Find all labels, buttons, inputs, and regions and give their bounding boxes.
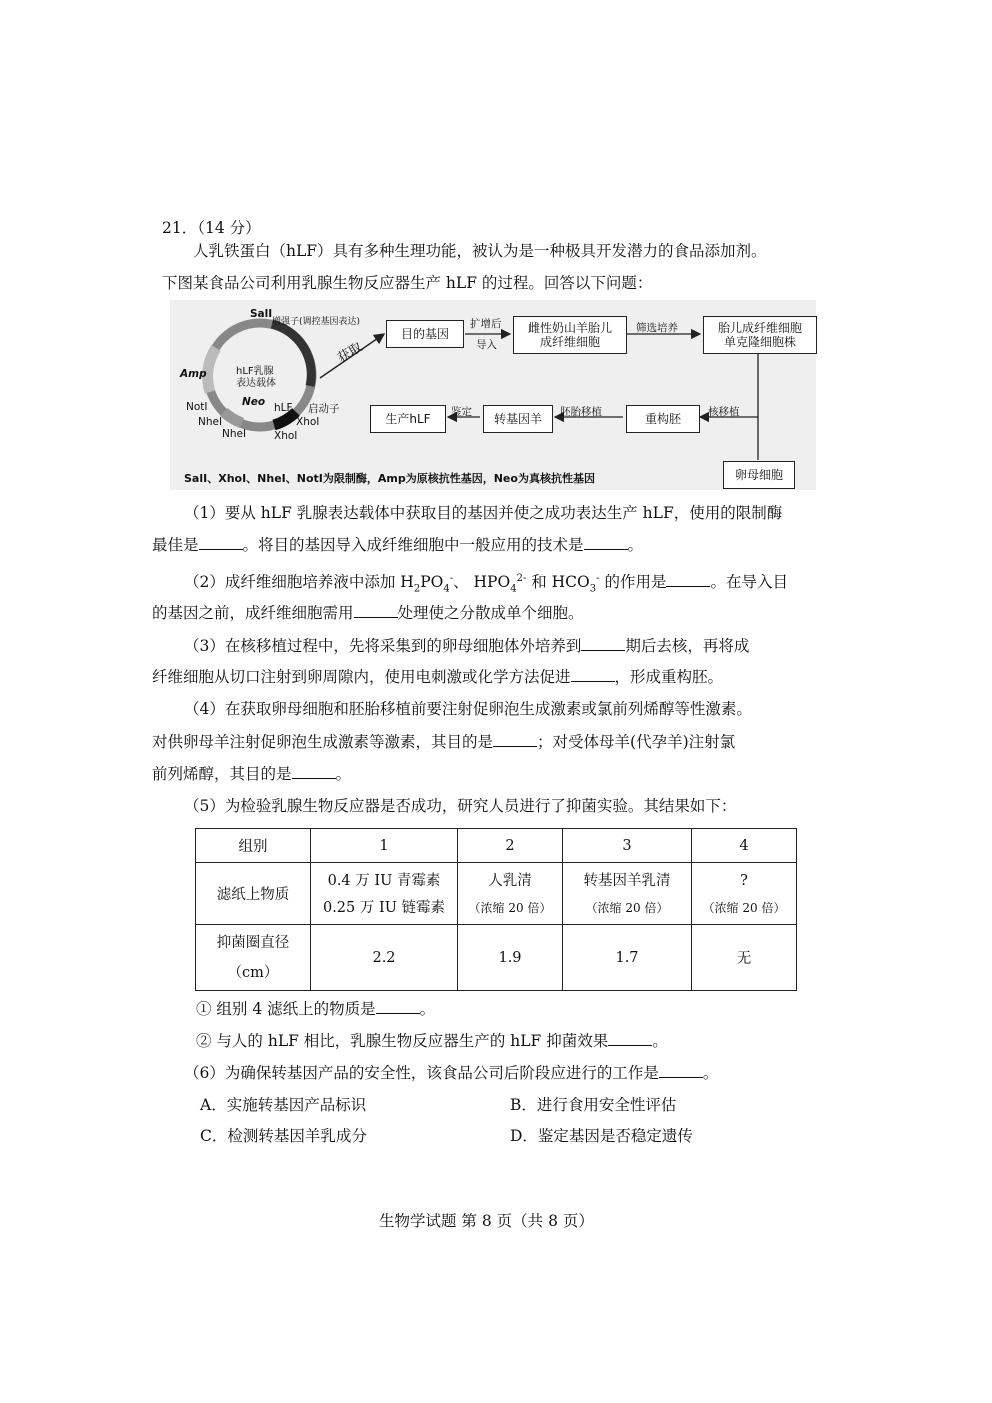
- enhancer-label: 增强子(调控基因表达): [272, 317, 361, 327]
- table-header-row: [196, 829, 797, 863]
- produce-hlf-box: 生产hLF: [370, 405, 446, 433]
- answer-blank[interactable]: [571, 667, 615, 682]
- embryo-transfer-label: 胚胎移植: [560, 406, 602, 418]
- table-cell: 人乳清 （浓缩 20 倍）: [458, 863, 563, 925]
- table-cell: 2.2: [311, 925, 458, 991]
- table-cell: 1.7: [563, 925, 692, 991]
- import-label: 导入: [476, 339, 497, 351]
- option-a[interactable]: A．实施转基因产品标识: [200, 1096, 367, 1114]
- table-header-cell: 2: [458, 829, 563, 863]
- q5-line-1: （5）为检验乳腺生物反应器是否成功，研究人员进行了抑菌实验。其结果如下：: [184, 797, 737, 815]
- q6-line-1: （6）为确保转基因产品的安全性，该食品公司后阶段应进行的工作是 。: [184, 1064, 719, 1082]
- neo-segment: [224, 412, 242, 423]
- neo-label: Neo: [242, 396, 266, 408]
- page-footer: 生物学试题 第 8 页（共 8 页）: [379, 1212, 594, 1230]
- xhol-label-1: XhoI: [274, 430, 298, 442]
- table-header-cell: 组别: [196, 829, 311, 863]
- amplify-label: 扩增后: [470, 318, 502, 330]
- q3-line-2: 纤维细胞从切口注射到卵周隙内，使用电刺激或化学方法促进 ，形成重构胚。: [152, 668, 724, 686]
- plasmid-center-1: hLF乳腺: [236, 366, 274, 377]
- table-header-cell: 3: [563, 829, 692, 863]
- answer-blank[interactable]: [493, 732, 537, 747]
- answer-blank[interactable]: [659, 1063, 703, 1078]
- plasmid-center-2: 表达载体: [236, 378, 276, 389]
- process-diagram: [170, 300, 816, 490]
- table-cell: 0.4 万 IU 青霉素 0.25 万 IU 链霉素: [311, 863, 458, 925]
- table-row: [196, 863, 797, 925]
- amp-segment: [208, 348, 216, 392]
- sall-label: SalI: [250, 308, 273, 320]
- q3-line-1: （3）在核移植过程中，先将采集到的卵母细胞体外培养到 期后去核，再将成: [184, 637, 750, 655]
- intro-line-1: 人乳铁蛋白（hLF）具有多种生理功能，被认为是一种极具开发潜力的食品添加剂。: [193, 242, 767, 260]
- fibroblast-box: 雌性奶山羊胎儿 成纤维细胞: [513, 316, 627, 354]
- intro-line-2: 下图某食品公司利用乳腺生物反应器生产 hLF 的过程。回答以下问题：: [162, 274, 653, 292]
- option-c[interactable]: C．检测转基因羊乳成分: [200, 1127, 367, 1145]
- table-header-cell: 4: [692, 829, 797, 863]
- q2-line-2: 的基因之前，成纤维细胞需用 处理使之分散成单个细胞。: [152, 604, 584, 622]
- answer-blank[interactable]: [199, 535, 243, 550]
- answer-blank[interactable]: [581, 636, 625, 651]
- nuclear-transfer-label: 核移植: [708, 406, 740, 418]
- q4-line-3: 前列烯醇，其目的是 。: [152, 765, 352, 783]
- promoter-label: 启动子: [308, 403, 340, 415]
- egg-cell-box: 卵母细胞: [723, 461, 795, 489]
- reconstructed-embryo-box: 重构胚: [626, 405, 700, 433]
- q4-line-1: （4）在获取卵母细胞和胚胎移植前要注射促卵泡生成激素或氯前列烯醇等性激素。: [184, 700, 752, 718]
- answer-blank[interactable]: [584, 535, 628, 550]
- answer-blank[interactable]: [292, 764, 336, 779]
- table-header-cell: 1: [311, 829, 458, 863]
- answer-blank[interactable]: [354, 603, 398, 618]
- table-cell: ? （浓缩 20 倍）: [692, 863, 797, 925]
- option-b[interactable]: B．进行食用安全性评估: [510, 1096, 677, 1114]
- answer-blank[interactable]: [376, 999, 420, 1014]
- q4-line-2: 对供卵母羊注射促卵泡生成激素等激素，其目的是 ；对受体母羊(代孕羊)注射氯: [152, 733, 736, 751]
- option-d[interactable]: D．鉴定基因是否稳定遗传: [510, 1127, 693, 1145]
- identify-label: 鉴定: [451, 406, 472, 418]
- xhol-label-2: XhoI: [296, 416, 320, 428]
- table-row-label: 抑菌圈直径 （cm）: [196, 925, 311, 991]
- q5-sub-2: ② 与人的 hLF 相比，乳腺生物反应器生产的 hLF 抑菌效果 。: [196, 1032, 668, 1050]
- amp-label: Amp: [180, 368, 207, 380]
- screen-culture-label: 筛选培养: [636, 322, 678, 334]
- hlf-label: hLF: [274, 402, 293, 414]
- answer-blank[interactable]: [608, 1031, 652, 1046]
- table-cell: 无: [692, 925, 797, 991]
- obtain-label: 获取: [335, 339, 366, 367]
- notl-label: NotI: [186, 401, 208, 413]
- q1-line-1: （1）要从 hLF 乳腺表达载体中获取目的基因并使之成功表达生产 hLF，使用的限制酶: [184, 504, 783, 522]
- target-gene-box: 目的基因: [386, 320, 464, 348]
- q5-sub-1: ① 组别 4 滤纸上的物质是 。: [196, 1000, 436, 1018]
- nhei-label-1: NheI: [198, 416, 223, 428]
- results-table: [195, 828, 797, 991]
- transgenic-goat-box: 转基因羊: [483, 405, 553, 433]
- q1-line-2: 最佳是 。将目的基因导入成纤维细胞中一般应用的技术是 。: [152, 536, 644, 554]
- table-cell: 1.9: [458, 925, 563, 991]
- diagram-caption: SalI、XhoI、NheⅠ、NotⅠ为限制酶，Amp为原核抗性基因，Neo为真核抗性基因: [184, 472, 595, 485]
- answer-blank[interactable]: [666, 572, 710, 587]
- table-row: [196, 925, 797, 991]
- enhancer-segment: [272, 324, 311, 386]
- clone-box: 胎儿成纤维细胞 单克隆细胞株: [703, 316, 817, 354]
- question-number: 21．（14 分）: [162, 219, 261, 237]
- table-row-label: 滤纸上物质: [196, 863, 311, 925]
- table-cell: 转基因羊乳清 （浓缩 20 倍）: [563, 863, 692, 925]
- q2-line-1: （2）成纤维细胞培养液中添加 $H_2PO_4^-$、 $HPO_4^{2-}$ 和 $HCO_3^-$ 的作用是 。在导入目: [184, 573, 788, 595]
- nhei-label-2: NheI: [222, 428, 247, 440]
